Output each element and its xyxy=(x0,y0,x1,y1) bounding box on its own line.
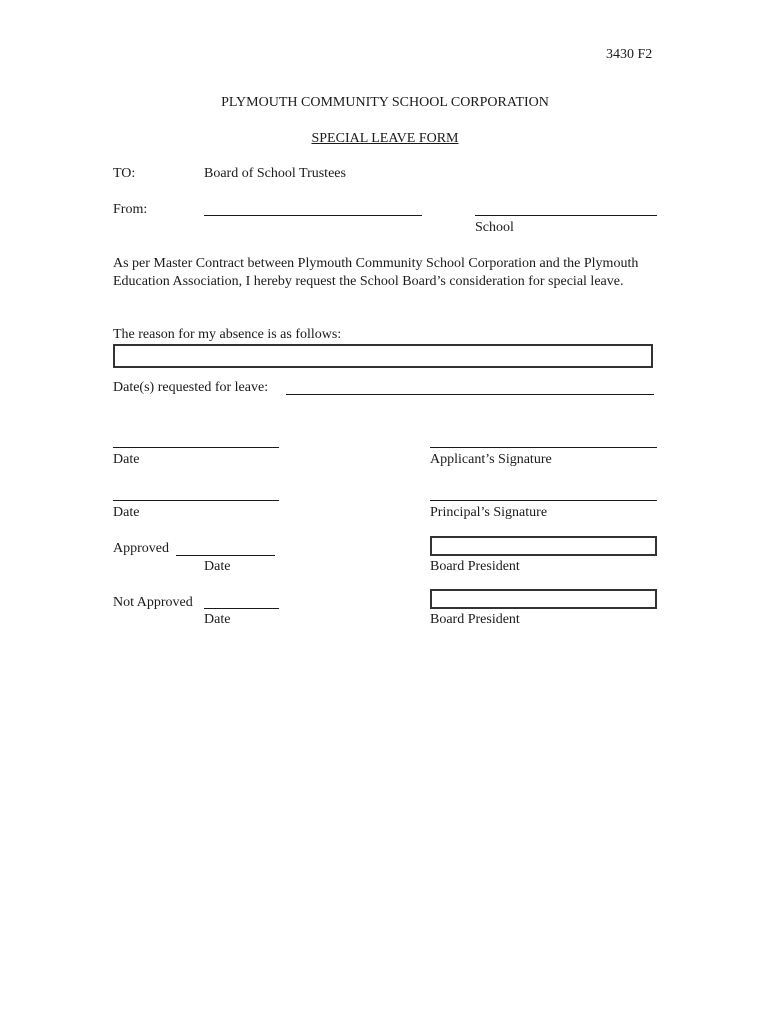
form-title-wrap xyxy=(0,131,770,147)
from-label: From: xyxy=(113,202,148,217)
approved-date-line[interactable] xyxy=(176,555,275,556)
not-approved-label: Not Approved xyxy=(113,595,193,610)
intro-paragraph: As per Master Contract between Plymouth Community School Corporation and the Plymouth Education Association, I hereby request the School Board’s consideration for special leave. xyxy=(113,256,639,289)
applicant-signature-line[interactable] xyxy=(430,447,657,448)
form-title: SPECIAL LEAVE FORM xyxy=(311,131,459,146)
principal-signature-caption: Principal’s Signature xyxy=(430,505,548,520)
reason-label: The reason for my absence is as follows: xyxy=(113,327,342,342)
not-approved-president-signature-box[interactable] xyxy=(430,589,657,609)
principal-date-caption: Date xyxy=(113,505,140,520)
dates-requested-label: Date(s) requested for leave: xyxy=(113,380,269,395)
school-caption: School xyxy=(475,220,514,235)
from-school-field[interactable] xyxy=(475,215,657,216)
principal-date-line[interactable] xyxy=(113,500,279,501)
organization-title: PLYMOUTH COMMUNITY SCHOOL CORPORATION xyxy=(221,95,549,110)
reason-input[interactable] xyxy=(113,344,653,368)
approved-label: Approved xyxy=(113,541,169,556)
principal-signature-line[interactable] xyxy=(430,500,657,501)
from-name-field[interactable] xyxy=(204,215,422,216)
applicant-date-line[interactable] xyxy=(113,447,279,448)
applicant-signature-caption: Applicant’s Signature xyxy=(430,452,552,467)
to-label: TO: xyxy=(113,166,136,181)
applicant-date-caption: Date xyxy=(113,452,140,467)
approved-president-signature-box[interactable] xyxy=(430,536,657,556)
approved-president-caption: Board President xyxy=(430,559,520,574)
to-value: Board of School Trustees xyxy=(204,166,346,181)
dates-requested-field[interactable] xyxy=(286,394,654,395)
approved-date-caption: Date xyxy=(204,559,231,574)
not-approved-date-line[interactable] xyxy=(204,608,279,609)
not-approved-president-caption: Board President xyxy=(430,612,520,627)
form-code: 3430 F2 xyxy=(606,47,653,62)
not-approved-date-caption: Date xyxy=(204,612,231,627)
